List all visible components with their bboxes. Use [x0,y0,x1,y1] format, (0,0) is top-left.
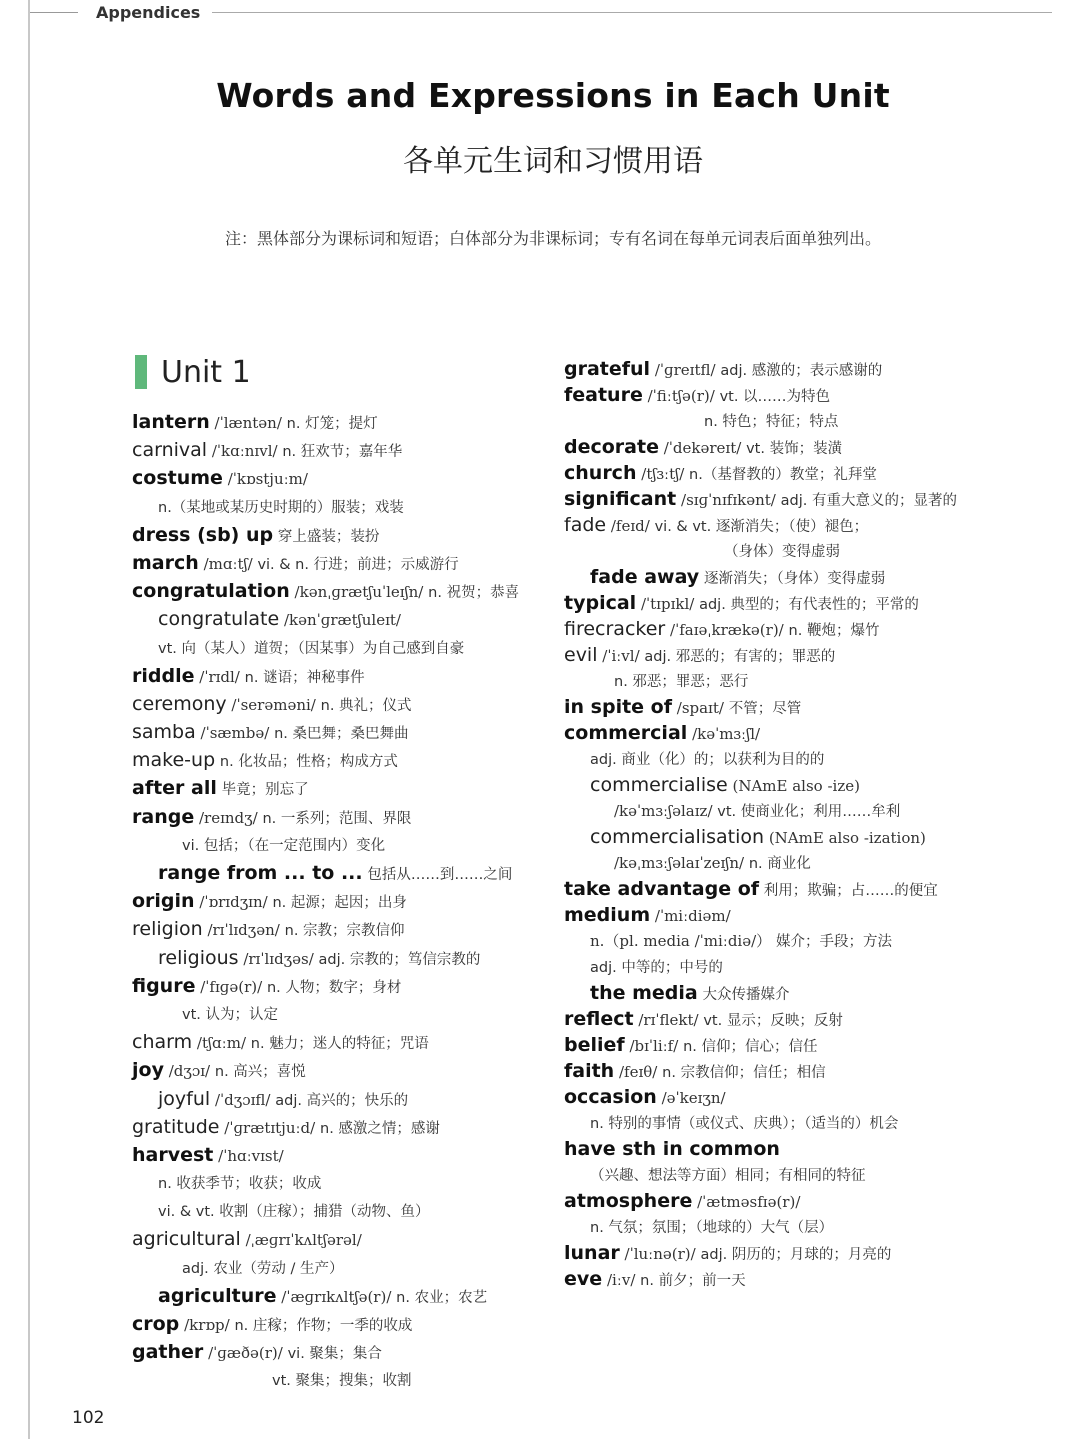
vocab-entry [564,1214,994,1240]
definition: n. 商业化 [748,856,811,872]
headword: range from ... to ... [158,862,363,884]
pronunciation: /dʒɔɪ/ [168,1062,211,1081]
vocab-entry [132,436,542,464]
vocab-entry [132,690,542,718]
vocab-entry [564,434,994,460]
pronunciation: /ˈiːvl/ [602,647,640,665]
definition: vt. 以……为特色 [719,389,831,405]
headword: religious [158,946,239,969]
pronunciation: /ˈæɡrɪkʌltʃə(r)/ [281,1287,392,1306]
pronunciation: /kəˌmɜːʃəlaɪˈzeɪʃn/ [614,854,745,872]
headword: commercialisation [590,826,765,848]
pronunciation: /ˈrɪdl/ [199,667,240,686]
vocab-entry [564,928,994,954]
pronunciation: /feɪθ/ [619,1063,658,1081]
header-rule-left [30,12,78,13]
headword: riddle [132,664,195,687]
pronunciation: /rɪˈlɪdʒən/ [207,921,280,940]
pronunciation: /ˈdʒɔɪfl/ [214,1090,271,1109]
definition: vt. 使商业化；利用……牟利 [717,804,901,820]
vocab-entry [132,1141,542,1169]
definition: adj. 感激的；表示感谢的 [720,363,883,379]
definition: vt. 向（某人）道贺；（因某事）为自己感到自豪 [158,640,465,657]
headword: evil [564,644,598,666]
headword: religion [132,918,203,941]
vocab-entry [564,1110,994,1136]
pronunciation: /reɪndʒ/ [199,808,258,827]
pronunciation: /rɪˈflekt/ [638,1011,699,1029]
pronunciation: /kəˈmɜːʃl/ [692,725,761,743]
vocab-entry [132,915,542,943]
definition: vt. 显示；反映；反射 [703,1013,843,1029]
pronunciation: /ˈfɪɡə(r)/ [200,977,263,996]
definition: 利用；欺骗；占……的便宜 [763,883,938,899]
definition: n. 狂欢节；嘉年华 [282,444,403,461]
pronunciation: /ˈhɑːvɪst/ [218,1146,284,1165]
vocab-entry [132,1254,542,1282]
definition: n. 感激之情；感谢 [320,1120,440,1137]
vocab-entry [564,408,994,434]
definition: n. 庄稼；作物；一季的收成 [234,1318,413,1334]
unit-heading [135,352,251,392]
definition: n.（某地或某历史时期的）服装；戏装 [158,499,404,516]
vocab-entry [564,772,994,798]
headword: ceremony [132,692,227,715]
headword: church [564,462,637,484]
vocab-entry [132,1169,542,1197]
headword: commercialise [590,774,728,796]
definition: n. 宗教；宗教信仰 [284,923,405,940]
page-title: Words and Expressions in Each Unit [216,76,890,115]
pronunciation: /ˈɡæðə(r)/ [208,1344,283,1363]
vocab-entry [564,616,994,642]
vocab-entry [564,1136,994,1162]
vocab-entry [132,746,542,774]
pronunciation: /ˈfiːtʃə(r)/ [647,387,715,405]
vocab-entry [132,662,542,690]
vocab-entry [564,1188,994,1214]
definition: vt. 认为；认定 [182,1006,278,1023]
vocab-column-left [132,408,542,1395]
vocab-entry [564,980,994,1006]
headword: after all [132,777,217,800]
headword: firecracker [564,618,666,640]
definition: adj. 农业（劳动 / 生产） [182,1260,344,1277]
definition: n. 祝贺；恭喜 [428,585,520,602]
vocab-entry [132,521,542,549]
headword: have sth in common [564,1138,780,1160]
definition: n. 收获季节；收获；收成 [158,1176,322,1193]
definition: vi. & vt. 收割（庄稼）；捕猎（动物、鱼） [158,1204,430,1221]
pronunciation: /tʃɜːtʃ/ [641,465,685,483]
pronunciation: /ˈætməsfɪə(r)/ [697,1193,801,1211]
pronunciation: /ˈserəməni/ [231,695,316,714]
pronunciation: (NAmE also -ization) [768,829,926,847]
definition: 穿上盛装；装扮 [277,528,380,545]
definition: n. 农业；农艺 [396,1289,488,1306]
vocab-entry [564,1266,994,1292]
definition: 媒介；手段；方法 [775,934,892,950]
headword: origin [132,890,195,913]
vocab-entry [132,944,542,972]
definition: adj. 有重大意义的；显著的 [780,493,957,509]
pronunciation: /ˈkɒstjuːm/ [227,470,308,489]
vocab-entry [132,803,542,831]
pronunciation: (NAmE also -ize) [732,777,860,795]
definition: vt. 装饰；装潢 [746,441,843,457]
vocab-entry [564,1032,994,1058]
pronunciation: /ˈfaɪəˌkrækə(r)/ [670,621,784,639]
vocab-entry [132,549,542,577]
vocab-entry [132,1225,542,1253]
pronunciation: /ˌæɡrɪˈkʌltʃərəl/ [245,1231,362,1250]
vocab-entry [564,798,994,824]
section-header: Appendices [96,3,201,22]
vocab-entry [132,634,542,662]
definition: vi. & n. 行进；前进；示威游行 [257,556,459,573]
definition: adj. 阴历的；月球的；月亮的 [700,1247,892,1263]
headword: atmosphere [564,1190,693,1212]
pronunciation: /bɪˈliːf/ [629,1037,679,1055]
headword: costume [132,467,223,490]
headword: march [132,551,199,574]
pronunciation: n.（pl. media /ˈmiːdiə/） [590,932,772,950]
vocab-entry [132,1000,542,1028]
vocab-entry [132,1028,542,1056]
definition: adj. 高兴的；快乐的 [275,1092,409,1109]
pronunciation: /spaɪt/ [676,699,724,717]
definition: n. 前夕；前一天 [640,1273,746,1289]
vocab-entry [564,850,994,876]
definition: n. 气氛；氛围；（地球的）大气（层） [590,1220,834,1236]
pronunciation: /mɑːtʃ/ [203,554,253,573]
definition: （身体）变得虚弱 [724,544,840,560]
pronunciation: /ˈsæmbə/ [200,724,270,743]
definition: n. 魅力；迷人的特征；咒语 [250,1036,429,1053]
definition: vt. 聚集；搜集；收割 [272,1373,412,1390]
definition: 不管；尽管 [728,701,802,717]
definition: vi. & vt. 逐渐消失；（使）褪色； [654,519,869,535]
headword: grateful [564,358,651,380]
definition: 包括从……到……之间 [367,867,513,883]
definition: n. 高兴；喜悦 [214,1064,306,1081]
unit-marker [135,355,147,389]
headword: harvest [132,1143,214,1166]
headword: reflect [564,1008,634,1030]
definition: n. 谜语；神秘事件 [244,669,365,686]
headword: congratulate [158,608,280,631]
definition: n. 桑巴舞；桑巴舞曲 [274,726,409,743]
vocab-entry [132,1056,542,1084]
vocab-entry [132,887,542,915]
pronunciation: /ˈluːnə(r)/ [624,1245,696,1263]
headword: feature [564,384,643,406]
vocab-entry [564,694,994,720]
vocab-entry [564,824,994,850]
vocab-entry [564,1162,994,1188]
pronunciation: /ˈlæntən/ [214,414,282,432]
pronunciation: /iːv/ [606,1271,636,1289]
definition: vi. 包括；（在一定范围内）变化 [182,837,386,854]
vocab-entry [132,1282,542,1310]
headword: decorate [564,436,659,458]
legend-note: 注：黑体部分为课标词和短语；白体部分为非课标词；专有名词在每单元词表后面单独列出。 [224,229,881,248]
headword: lantern [132,411,210,433]
pronunciation: /sɪɡˈnɪfɪkənt/ [681,491,776,509]
pronunciation: /rɪˈlɪdʒəs/ [243,949,314,968]
headword: eve [564,1268,603,1290]
header-rule-right [212,12,1052,13]
headword: range [132,805,195,828]
headword: make-up [132,749,216,772]
definition: n. 特色；特征；特点 [704,414,839,430]
headword: fade [564,514,607,536]
vocab-entry [564,512,994,538]
definition: n. 信仰；信心；信任 [683,1039,818,1055]
page-subtitle: 各单元生词和习惯用语 [403,144,703,179]
definition: n. 鞭炮；爆竹 [788,623,880,639]
definition: n. 宗教信仰；信任；相信 [662,1065,826,1081]
definition: adj. 典型的；有代表性的；平常的 [699,597,919,613]
vocab-entry [564,876,994,902]
definition: adj. 商业（化）的；以获利为目的的 [590,752,825,768]
pronunciation: /ˈkɑːnɪvl/ [211,442,278,461]
headword: carnival [132,439,208,462]
headword: charm [132,1031,193,1054]
definition: vi. 聚集；集合 [287,1346,382,1363]
headword: joy [132,1059,164,1082]
headword: typical [564,592,637,614]
definition: n. 化妆品；性格；构成方式 [219,754,398,771]
headword: agriculture [158,1284,277,1307]
vocab-entry [564,902,994,928]
page-number: 102 [72,1408,105,1428]
definition: adj. 邪恶的；有害的；罪恶的 [644,649,836,665]
headword: gather [132,1341,204,1364]
definition: n. 灯笼；提灯 [286,416,378,432]
vocab-entry [132,1085,542,1113]
vocab-entry [564,720,994,746]
headword: agricultural [132,1228,241,1251]
headword: crop [132,1313,180,1335]
page-margin-rule [28,0,30,1439]
headword: take advantage of [564,878,760,900]
headword: samba [132,721,196,744]
definition: 大众传播媒介 [702,987,790,1003]
headword: the media [590,982,698,1004]
vocab-entry [132,972,542,1000]
definition: n. 一系列；范围、界限 [262,810,412,827]
vocab-entry [564,746,994,772]
headword: medium [564,904,651,926]
vocab-entry [132,493,542,521]
pronunciation: /kənˈɡrætʃuleɪt/ [283,611,401,630]
definition: 毕竟；别忘了 [221,782,309,799]
vocab-entry [564,1240,994,1266]
pronunciation: /əˈkeɪʒn/ [661,1089,726,1107]
vocab-entry [132,1310,542,1338]
definition: n.（基督教的）教堂；礼拜堂 [689,467,877,483]
vocab-entry [564,382,994,408]
definition: （兴趣、想法等方面）相同；有相同的特征 [590,1168,866,1184]
definition: 逐渐消失；（身体）变得虚弱 [703,571,886,587]
headword: faith [564,1060,615,1082]
headword: fade away [590,566,700,588]
headword: joyful [158,1087,211,1110]
vocab-entry [132,718,542,746]
headword: congratulation [132,580,290,603]
headword: gratitude [132,1115,220,1138]
pronunciation: /ˈɒrɪdʒɪn/ [199,893,268,912]
vocab-entry [564,486,994,512]
pronunciation: /ˈdekəreɪt/ [663,439,742,457]
pronunciation: /ˈtɪpɪkl/ [640,595,695,613]
vocab-entry [132,1113,542,1141]
vocab-column-right [564,356,994,1292]
definition: n. 人物；数字；身材 [266,979,402,996]
vocab-entry [564,564,994,590]
vocab-entry [132,464,542,492]
vocab-entry [132,577,542,605]
pronunciation: /ˈmiːdiəm/ [654,907,731,925]
definition: n. 典礼；仪式 [320,697,412,714]
definition: n. 邪恶；罪恶；恶行 [614,674,749,690]
vocab-entry [132,774,542,802]
headword: figure [132,974,196,997]
vocab-entry [564,1084,994,1110]
pronunciation: /krɒp/ [184,1316,230,1334]
vocab-entry [564,642,994,668]
pronunciation: /kəˈmɜːʃəlaɪz/ [614,802,713,820]
headword: in spite of [564,696,672,718]
pronunciation: /feɪd/ [610,517,650,535]
definition: adj. 中等的；中号的 [590,960,723,976]
vocab-entry [132,859,542,887]
vocab-entry [564,356,994,382]
vocab-entry [132,1338,542,1366]
vocab-entry [132,605,542,633]
vocab-entry [564,668,994,694]
definition: n. 特别的事情（或仪式、庆典）；（适当的）机会 [590,1116,899,1132]
pronunciation: /ˈɡrætɪtjuːd/ [224,1118,316,1137]
pronunciation: /tʃɑːm/ [196,1034,246,1053]
vocab-entry [564,954,994,980]
headword: lunar [564,1242,620,1264]
headword: occasion [564,1086,657,1108]
vocab-entry [564,1006,994,1032]
headword: commercial [564,722,688,744]
headword: significant [564,488,677,510]
vocab-entry [132,408,542,436]
headword: dress (sb) up [132,523,274,546]
pronunciation: /ˈɡreɪtfl/ [654,361,716,379]
unit-title: Unit 1 [161,354,251,390]
vocab-entry [564,590,994,616]
vocab-entry [132,1197,542,1225]
vocab-entry [132,1366,542,1394]
headword: belief [564,1034,625,1056]
definition: n. 起源；起因；出身 [272,895,407,912]
definition: adj. 宗教的；笃信宗教的 [318,951,481,968]
vocab-entry [564,1058,994,1084]
vocab-entry [132,831,542,859]
vocab-entry [564,538,994,564]
vocab-entry [564,460,994,486]
pronunciation: /kənˌɡrætʃuˈleɪʃn/ [294,583,424,602]
